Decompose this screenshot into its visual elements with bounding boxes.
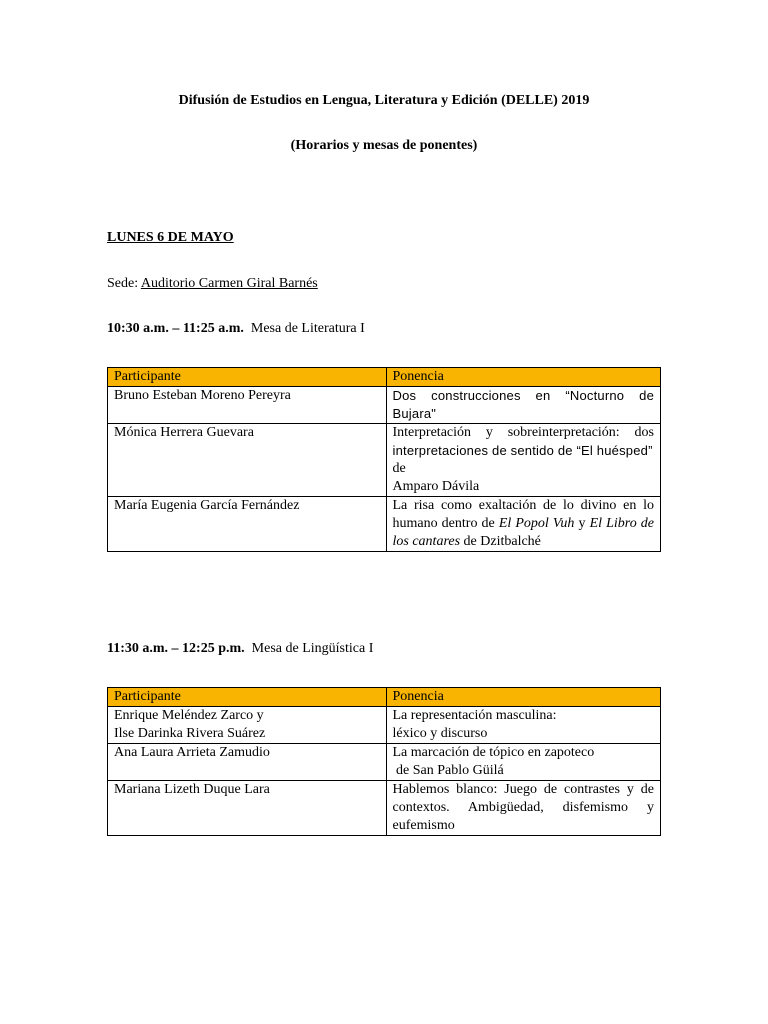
header-ponencia: Ponencia (386, 368, 661, 387)
sede-place: Auditorio Carmen Giral Barnés (140, 276, 318, 291)
document-subtitle: (Horarios y mesas de ponentes) (290, 138, 478, 153)
ponencia-line: Interpretación y sobreinterpretación: dos (392, 425, 654, 440)
ponencia-cell (386, 424, 661, 497)
participante-cell: Ana Laura Arrieta Zamudio (108, 744, 387, 781)
participante-cell (108, 707, 387, 744)
ponencia-cell (386, 497, 661, 552)
header-ponencia: Ponencia (386, 688, 661, 707)
participante-line: Ilse Darinka Rivera Suárez (114, 726, 266, 741)
ponencia-text: La risa como exaltación de lo divino en lo humano dentro de (392, 498, 654, 531)
table-header-row (108, 688, 661, 707)
table-row (108, 387, 661, 424)
table-row (108, 744, 661, 781)
ponencia-line: léxico y discurso (392, 726, 488, 741)
header-participante: Participante (108, 368, 387, 387)
participante-cell: María Eugenia García Fernández (108, 497, 387, 552)
sede-line (107, 276, 318, 292)
ponencia-line: La representación masculina: (392, 708, 557, 723)
day-heading: LUNES 6 DE MAYO (107, 230, 234, 245)
table-row (108, 781, 661, 836)
ponencia-line: Dos construcciones en “Nocturno de (392, 388, 654, 403)
mesa2-heading (107, 641, 373, 657)
document-title: Difusión de Estudios en Lengua, Literatura y Edición (DELLE) 2019 (178, 93, 590, 108)
ponencia-text: de Dzitbalché (460, 534, 541, 549)
mesa1-name: Mesa de Literatura I (250, 321, 365, 336)
ponencia-line: interpretaciones de sentido de “El huésped” (392, 443, 653, 458)
ponencia-cell: Hablemos blanco: Juego de contrastes y de contextos. Ambigüedad, disfemismo y eufemismo (386, 781, 661, 836)
participante-cell: Mariana Lizeth Duque Lara (108, 781, 387, 836)
mesa2-name: Mesa de Lingüística I (251, 641, 374, 656)
ponencia-cell (386, 744, 661, 781)
mesa2-table (107, 687, 661, 836)
ponencia-cell (386, 707, 661, 744)
ponencia-cell (386, 387, 661, 424)
mesa1-time: 10:30 a.m. – 11:25 a.m. (107, 321, 244, 336)
sede-label: Sede: (107, 276, 141, 291)
ponencia-line: Bujara" (392, 406, 437, 421)
ponencia-line: Amparo Dávila (392, 479, 480, 494)
mesa1-heading (107, 321, 365, 337)
table-row (108, 424, 661, 497)
ponencia-italic: El Popol Vuh (498, 516, 575, 531)
participante-cell: Bruno Esteban Moreno Pereyra (108, 387, 387, 424)
ponencia-line: de San Pablo Güilá (392, 763, 504, 778)
table-row (108, 707, 661, 744)
mesa2-time: 11:30 a.m. – 12:25 p.m. (107, 641, 245, 656)
ponencia-italic: El Libro de los cantares (392, 516, 654, 549)
participante-line: Enrique Meléndez Zarco y (114, 708, 264, 723)
table-row (108, 497, 661, 552)
header-participante: Participante (108, 688, 387, 707)
participante-cell: Mónica Herrera Guevara (108, 424, 387, 497)
table-header-row (108, 368, 661, 387)
ponencia-line: de (392, 461, 406, 476)
ponencia-line: La marcación de tópico en zapoteco (392, 745, 595, 760)
mesa1-table (107, 367, 661, 552)
ponencia-text: y (574, 516, 590, 531)
